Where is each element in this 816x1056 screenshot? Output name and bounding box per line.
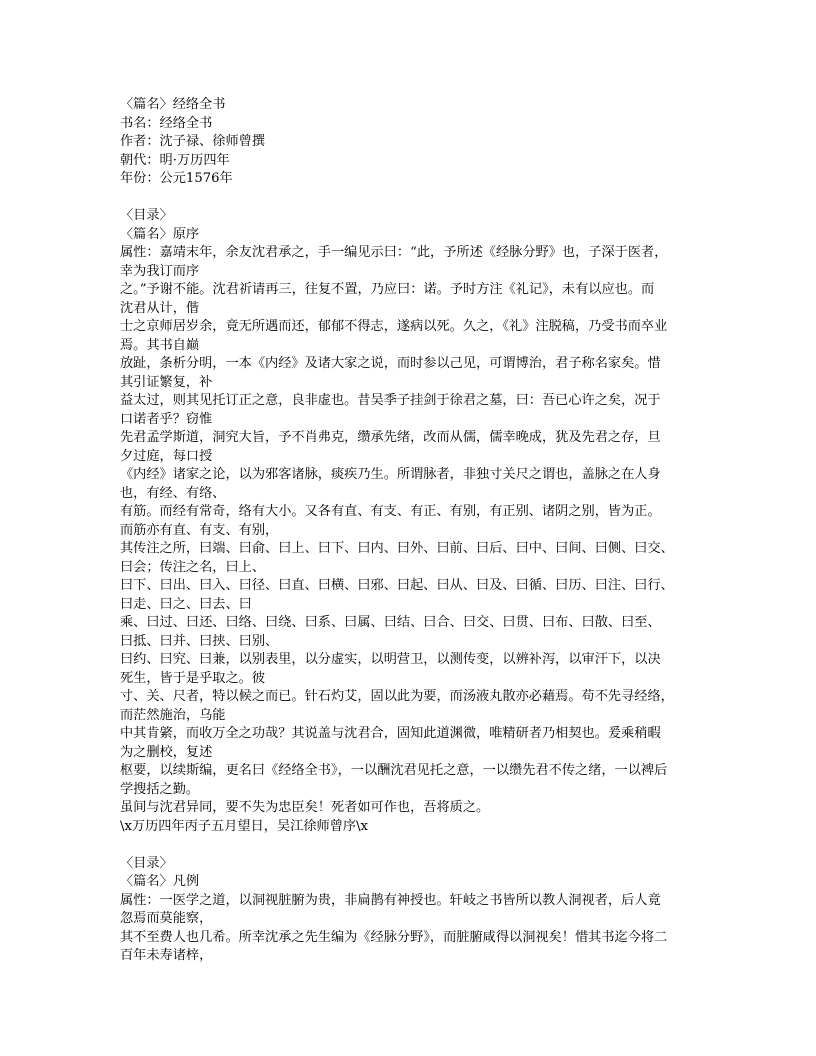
text-line: 中其肯綮，而收万全之功哉？其说盖与沈君合，固知此道渊微，唯精研者乃相契也。爰乘稍暇 bbox=[120, 726, 661, 741]
author: 作者：沈子禄、徐师曾撰 bbox=[120, 134, 266, 149]
text-line: 沈君从计，偕 bbox=[120, 300, 200, 316]
text-line: 曰下、曰出、曰入、曰径、曰直、曰横、曰邪、曰起、曰从、曰及、曰循、曰历、曰注、曰行、 bbox=[120, 578, 674, 593]
text-line: 曰会；传注之名，曰上、 bbox=[120, 559, 266, 575]
text-line: 有筋。而经有常奇，络有大小。又各有直、有支、有正、有别，有正别、诸阴之别，皆为正。 bbox=[120, 504, 661, 519]
section-text bbox=[120, 892, 702, 966]
text-line: 其不至费人也几希。所幸沈承之先生编为《经脉分野》，而脏腑咸得以洞视矣！惜其书迄今将二 bbox=[120, 929, 668, 945]
text-line: 其传注之所，曰端、曰俞、曰上、曰下、曰内、曰外、曰前、曰后、曰中、曰间、曰侧、曰交、 bbox=[120, 541, 674, 556]
section-title: 〈篇名〉凡例 bbox=[120, 874, 200, 889]
text-line: 《内经》诸家之论，以为邪客诸脉，痰疾乃生。所谓脉者，非独寸关尺之谓也，盖脉之在人身 bbox=[120, 467, 661, 482]
text-line: 夕过庭，每口授 bbox=[120, 448, 213, 464]
signature-line: \x万历四年丙子五月望日，吴江徐师曾序\x bbox=[120, 818, 368, 834]
text-line: 口诺者乎？窃惟 bbox=[120, 411, 213, 427]
text-line: 幸为我订而序 bbox=[120, 263, 200, 279]
text-line: 为之删校，复述 bbox=[120, 744, 213, 760]
text-line: 其引证繁复，补 bbox=[120, 374, 213, 390]
text-line: 学搜括之勤。 bbox=[120, 781, 200, 797]
text-line: 虽间与沈君异同，要不失为忠臣矣！死者如可作也，吾将质之。 bbox=[120, 800, 490, 815]
text-line: 而筋亦有直、有支、有别， bbox=[120, 522, 279, 538]
section-mulu: 〈目录〉 bbox=[120, 208, 173, 223]
text-line: 枢要，以续斯编，更名曰《经络全书》，一以酬沈君见托之意，一以缵先君不传之绪，一以裨后 bbox=[120, 763, 668, 778]
text-line: 放趾，条析分明，一本《内经》及诸大家之说，而时参以己见，可谓博治，君子称名家矣。惜 bbox=[120, 356, 661, 371]
section-title: 〈篇名〉原序 bbox=[120, 226, 200, 242]
book-name: 书名：经络全书 bbox=[120, 115, 213, 131]
blank-line bbox=[120, 836, 702, 855]
text-line: 士之京师居岁余，竟无所遇而还，郁郁不得志，遂病以死。久之，《礼》注脱稿，乃受书而卒业 bbox=[120, 319, 668, 334]
text-line: 焉。其书自巅 bbox=[120, 337, 200, 353]
text-line: 属性：一医学之道，以洞视脏腑为贵，非扁鹊有神授也。轩岐之书皆所以教人洞视者，后人竟 bbox=[120, 892, 661, 908]
text-line: 忽焉而莫能察， bbox=[120, 911, 213, 926]
section-mulu: 〈目录〉 bbox=[120, 855, 173, 871]
text-line: 而茫然施治，乌能 bbox=[120, 707, 226, 723]
text-line: 先君孟学斯道，洞究大旨，予不肖弗克，缵承先绪，改而从儒，儒幸晚成，犹及先君之存，旦 bbox=[120, 430, 661, 445]
text-line: 曰走、曰之、曰去、曰 bbox=[120, 596, 252, 612]
document-body bbox=[120, 96, 702, 966]
text-line: 益太过，则其见托订正之意，良非虚也。昔吴季子挂剑于徐君之墓，曰：吾已心许之矣，况于 bbox=[120, 393, 661, 408]
year: 年份：公元1576年 bbox=[120, 171, 233, 186]
text-line: 曰抵、曰并、曰挟、曰别、 bbox=[120, 633, 279, 649]
text-line: 乘、曰过、曰还、曰络、曰绕、曰系、曰属、曰结、曰合、曰交、曰贯、曰布、曰散、曰至、 bbox=[120, 615, 661, 630]
text-line: 百年未寿诸梓， bbox=[120, 948, 213, 963]
text-line: 曰约、曰究、曰兼，以别表里，以分虚实，以明营卫，以测传变，以辨补泻，以审汗下，以决 bbox=[120, 652, 661, 667]
text-line: 之。”予谢不能。沈君祈请再三，往复不置，乃应曰：诺。予时方注《礼记》，未有以应也。而 bbox=[120, 282, 655, 297]
blank-line bbox=[120, 189, 702, 208]
text-line: 也，有经、有络、 bbox=[120, 485, 226, 501]
section-text bbox=[120, 244, 702, 836]
dynasty: 朝代：明·万历四年 bbox=[120, 152, 230, 168]
text-line: 属性：嘉靖末年，余友沈君承之，手一编见示曰：“此，予所述《经脉分野》也，子深于医者， bbox=[120, 245, 668, 260]
text-line: 死生，皆于是乎取之。彼 bbox=[120, 670, 266, 686]
text-line: 寸、关、尺者，特以候之而已。针石灼艾，固以此为要，而汤液丸散亦必藉焉。苟不先寻经络， bbox=[120, 689, 674, 704]
title-pianming: 〈篇名〉经络全书 bbox=[120, 97, 226, 112]
